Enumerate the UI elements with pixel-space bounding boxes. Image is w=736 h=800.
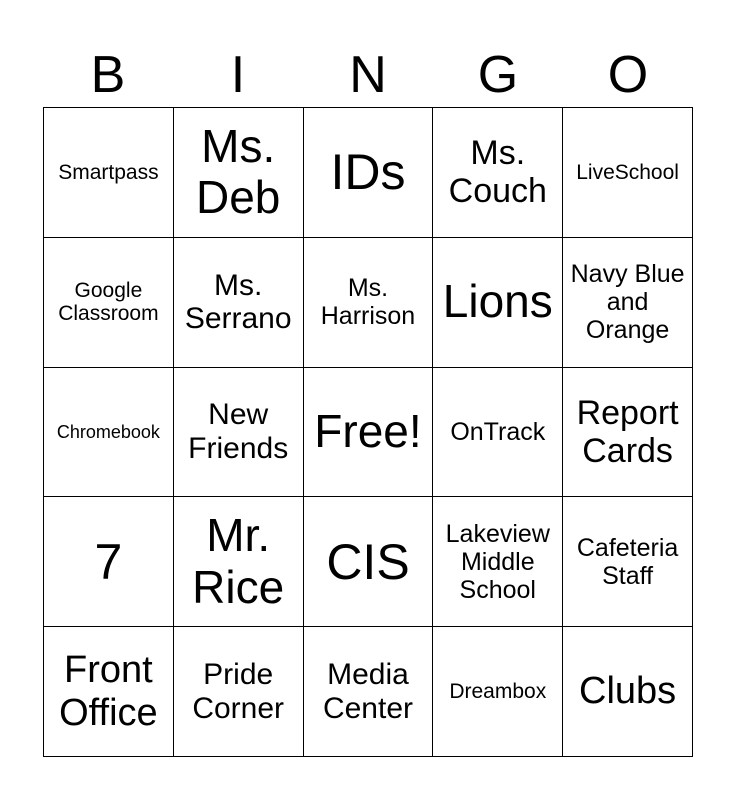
- bingo-cell[interactable]: [563, 497, 693, 627]
- bingo-cell[interactable]: [304, 108, 434, 238]
- cell-text: Smartpass: [58, 160, 159, 184]
- cell-text: Report Cards: [576, 393, 679, 470]
- bingo-cell[interactable]: [44, 238, 174, 368]
- bingo-cell[interactable]: [304, 497, 434, 627]
- cell-text: 7: [94, 533, 123, 590]
- bingo-cell[interactable]: [304, 238, 434, 368]
- cell-text: CIS: [326, 533, 410, 590]
- bingo-cell[interactable]: [304, 627, 434, 757]
- bingo-cell[interactable]: [563, 627, 693, 757]
- cell-text: IDs: [330, 144, 406, 201]
- cell-text: Chromebook: [56, 421, 160, 442]
- bingo-cell[interactable]: [433, 238, 563, 368]
- bingo-cell[interactable]: [563, 368, 693, 498]
- bingo-cell[interactable]: [433, 497, 563, 627]
- header-letter-o: O: [607, 46, 649, 104]
- cell-text: Free!: [314, 405, 422, 458]
- bingo-cell[interactable]: [174, 497, 304, 627]
- bingo-cell[interactable]: [44, 368, 174, 498]
- cell-text: Pride Corner: [192, 658, 285, 725]
- bingo-cell[interactable]: [44, 497, 174, 627]
- bingo-cell[interactable]: [563, 238, 693, 368]
- cell-text: Navy Blue and Orange: [570, 260, 685, 345]
- bingo-cell[interactable]: [433, 627, 563, 757]
- cell-text: Ms. Serrano: [184, 268, 292, 336]
- cell-text: Ms. Deb: [195, 119, 281, 224]
- bingo-header: [43, 44, 693, 106]
- header-letter-g: G: [477, 46, 519, 104]
- cell-text: Google Classroom: [58, 278, 159, 326]
- bingo-cell[interactable]: [433, 108, 563, 238]
- cell-text: Front Office: [59, 649, 158, 734]
- bingo-cell[interactable]: [174, 627, 304, 757]
- cell-text: Mr. Rice: [192, 509, 285, 613]
- cell-text: LiveSchool: [576, 160, 679, 184]
- bingo-cell[interactable]: [174, 238, 304, 368]
- bingo-cell[interactable]: [44, 627, 174, 757]
- header-letter-i: I: [230, 46, 246, 104]
- cell-text: Media Center: [322, 658, 413, 725]
- bingo-cell[interactable]: [44, 108, 174, 238]
- cell-text: Lakeview Middle School: [445, 519, 550, 604]
- cell-text: Clubs: [579, 670, 677, 713]
- cell-text: New Friends: [188, 398, 289, 465]
- cell-text: Cafeteria Staff: [576, 533, 679, 590]
- cell-text: Lions: [442, 275, 553, 328]
- bingo-cell[interactable]: [174, 108, 304, 238]
- header-letter-n: N: [349, 46, 387, 104]
- bingo-grid: [43, 107, 693, 757]
- cell-text: Ms. Harrison: [320, 274, 416, 331]
- bingo-cell[interactable]: [433, 368, 563, 498]
- cell-text: Dreambox: [449, 679, 547, 703]
- header-letter-b: B: [90, 46, 126, 104]
- cell-text: OnTrack: [450, 417, 546, 446]
- bingo-cell[interactable]: [304, 368, 434, 498]
- bingo-cell[interactable]: [563, 108, 693, 238]
- cell-text: Ms. Couch: [448, 134, 547, 211]
- bingo-cell[interactable]: [174, 368, 304, 498]
